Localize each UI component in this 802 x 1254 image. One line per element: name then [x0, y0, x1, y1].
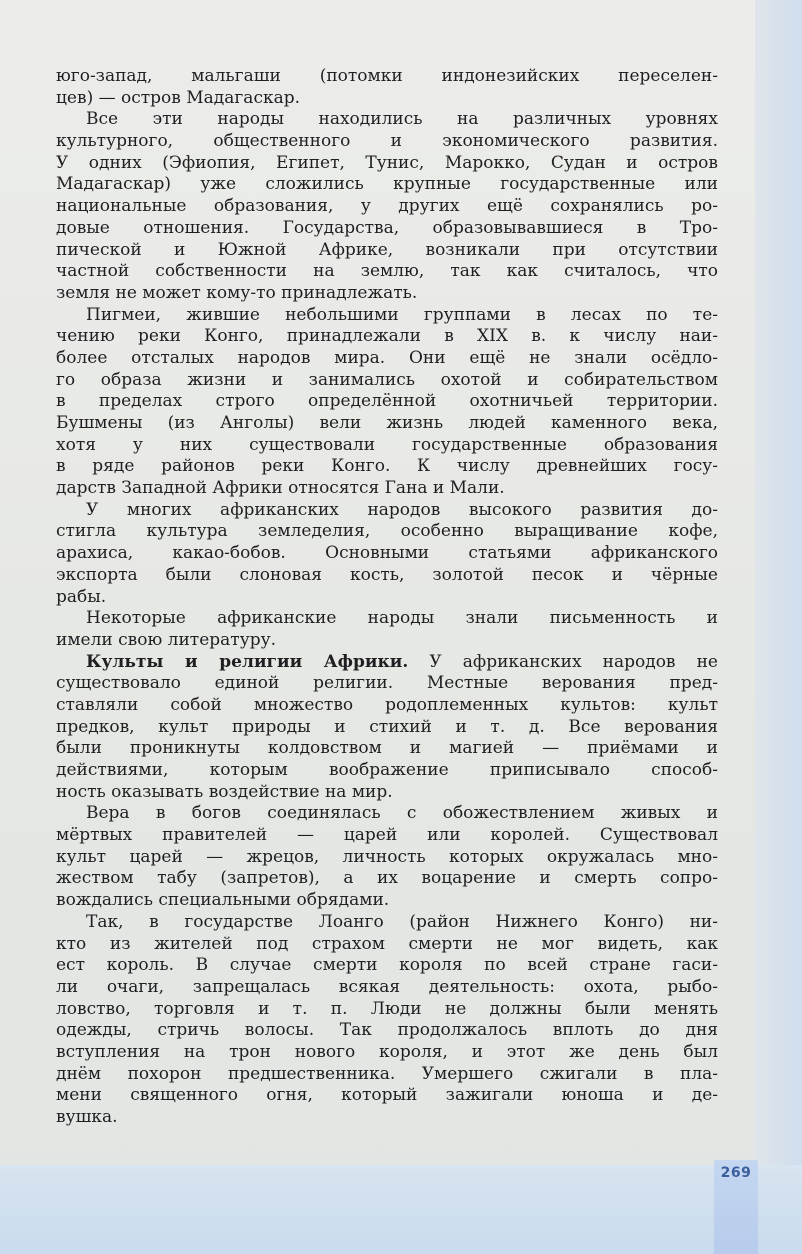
text-line — [56, 326, 718, 348]
text-line-content: действиями, которым воображение приписывало способ- — [56, 760, 718, 780]
text-line-content: Некоторые африканские народы знали письменность и — [86, 608, 718, 629]
text-line-content: У одних (Эфиопия, Египет, Тунис, Марокко, Судан и остров — [56, 152, 718, 173]
text-line-content: цев) — остров Мадагаскар. — [56, 87, 301, 108]
text-line — [56, 847, 718, 869]
text-line-content: днём похорон предшественника. Умершего сжигали в пла- — [56, 1063, 718, 1084]
text-line-content: мени священного огня, который зажигали юноша и де- — [56, 1085, 718, 1106]
text-line — [56, 652, 718, 674]
text-line-content: Так, в государстве Лоанго (район Нижнего Конго) ни- — [86, 911, 718, 932]
text-line-content: дарств Западной Африки относятся Гана и Мали. — [56, 478, 505, 499]
text-line-content: ловство, торговля и т. п. Люди не должны были менять — [56, 998, 718, 1019]
text-line-content: в пределах строго определённой охотничьей территории. — [56, 391, 718, 412]
text-line-content: У многих африканских народов высокого развития до- — [86, 499, 718, 520]
section-heading: Культы и религии Африки. — [86, 651, 409, 672]
text-line — [56, 174, 718, 196]
body-text — [56, 66, 718, 1129]
text-line-content: в ряде районов реки Конго. К числу древнейших госу- — [56, 456, 718, 477]
text-line — [56, 1085, 718, 1107]
text-line — [56, 413, 718, 435]
text-line-content: национальные образования, у других ещё сохранялись ро- — [56, 196, 718, 217]
text-line — [56, 500, 718, 522]
text-line — [56, 348, 718, 370]
text-line-content: рабы. — [56, 586, 107, 607]
text-line — [56, 912, 718, 934]
text-line-content: чению реки Конго, принадлежали в XIX в. к числу наи- — [56, 326, 718, 347]
text-line — [56, 999, 718, 1021]
text-line-content: ли очаги, запрещалась всякая деятельность: охота, рыбо- — [56, 976, 718, 997]
text-line-content: имели свою литературу. — [56, 629, 276, 650]
text-line-content: довые отношения. Государства, образовывавшиеся в Тро- — [56, 217, 718, 238]
text-line-content: го образа жизни и занимались охотой и собирательством — [56, 369, 718, 390]
text-line — [56, 391, 718, 413]
text-line — [56, 305, 718, 327]
text-line-content: вождались специальными обрядами. — [56, 890, 390, 911]
text-line-content: Пигмеи, жившие небольшими группами в лесах по те- — [86, 304, 718, 325]
text-line-content: стигла культура земледелия, особенно выращивание кофе, — [56, 521, 718, 542]
text-line-content: жеством табу (запретов), а их воцарение и смерть сопро- — [56, 868, 718, 889]
text-line — [56, 695, 718, 717]
text-line — [56, 587, 718, 609]
text-line — [56, 673, 718, 695]
text-line — [56, 1064, 718, 1086]
text-line — [56, 478, 718, 500]
text-line — [56, 717, 718, 739]
text-line — [56, 109, 718, 131]
text-line-content: хотя у них существовали государственные образования — [56, 434, 718, 455]
text-line — [56, 565, 718, 587]
text-line — [56, 153, 718, 175]
text-line — [56, 521, 718, 543]
page-number: 269 — [720, 1165, 752, 1181]
text-line-content: одежды, стричь волосы. Так продолжалось вплоть до дня — [56, 1020, 718, 1041]
text-line — [56, 955, 718, 977]
text-line-content: Мадагаскар) уже сложились крупные государственные или — [56, 174, 718, 195]
text-line-content: Вера в богов соединялась с обожествлением живых и — [86, 803, 718, 824]
text-line — [56, 218, 718, 240]
text-line-content: предков, культ природы и стихий и т. д. Все верования — [56, 716, 718, 737]
text-line — [56, 261, 718, 283]
text-line — [56, 370, 718, 392]
text-line-content: вушка. — [56, 1107, 118, 1127]
text-line — [56, 782, 718, 804]
text-line — [56, 760, 718, 782]
page-footer-band — [0, 1165, 802, 1254]
text-line — [56, 283, 718, 305]
text-line — [56, 803, 718, 825]
text-line — [56, 1107, 718, 1129]
text-line — [56, 608, 718, 630]
text-line — [56, 934, 718, 956]
text-line — [56, 131, 718, 153]
text-line-content: Все эти народы находились на различных уровнях — [86, 109, 718, 130]
text-line-content: ест король. В случае смерти короля по всей стране гаси- — [56, 955, 718, 976]
text-line — [56, 890, 718, 912]
text-line-content: кто из жителей под страхом смерти не мог видеть, как — [56, 933, 718, 954]
page-margin-band — [755, 0, 802, 1254]
text-line — [56, 630, 718, 652]
text-line — [56, 1020, 718, 1042]
text-line — [56, 88, 718, 110]
text-line — [56, 66, 718, 88]
text-line — [56, 240, 718, 262]
text-line-content: мёртвых правителей — царей или королей. Существовал — [56, 825, 718, 846]
text-line — [56, 456, 718, 478]
text-line-content: пической и Южной Африке, возникали при отсутствии — [56, 239, 718, 260]
text-line-content: существовало единой религии. Местные верования пред- — [56, 673, 718, 694]
text-line — [56, 543, 718, 565]
text-line-content: были проникнуты колдовством и магией — приёмами и — [56, 738, 718, 759]
text-line-content: Бушмены (из Анголы) вели жизнь людей каменного века, — [56, 413, 718, 433]
text-line — [56, 738, 718, 760]
text-line — [56, 868, 718, 890]
text-line-content: культурного, общественного и экономического развития. — [56, 131, 718, 152]
text-line-content: экспорта были слоновая кость, золотой песок и чёрные — [56, 564, 718, 585]
text-line-content: частной собственности на землю, так как считалось, что — [56, 261, 718, 282]
text-line-content: более отсталых народов мира. Они ещё не знали осёдло- — [56, 347, 718, 368]
text-line-content: У африканских народов не — [429, 651, 718, 672]
text-line — [56, 977, 718, 999]
text-line-content: юго-запад, мальгаши (потомки индонезийских переселен- — [56, 66, 718, 86]
text-line-content: культ царей — жрецов, личность которых окружалась мно- — [56, 846, 718, 867]
text-line — [56, 1042, 718, 1064]
text-line-content: вступления на трон нового короля, и этот же день был — [56, 1041, 718, 1062]
text-line-content: земля не может кому-то принадлежать. — [56, 282, 418, 303]
text-line-content: арахиса, какао-бобов. Основными статьями африканского — [56, 543, 718, 564]
text-line-content: ставляли собой множество родоплеменных культов: культ — [56, 694, 718, 715]
text-line-content: ность оказывать воздействие на мир. — [56, 781, 393, 802]
text-line — [56, 435, 718, 457]
text-line — [56, 825, 718, 847]
text-line — [56, 196, 718, 218]
